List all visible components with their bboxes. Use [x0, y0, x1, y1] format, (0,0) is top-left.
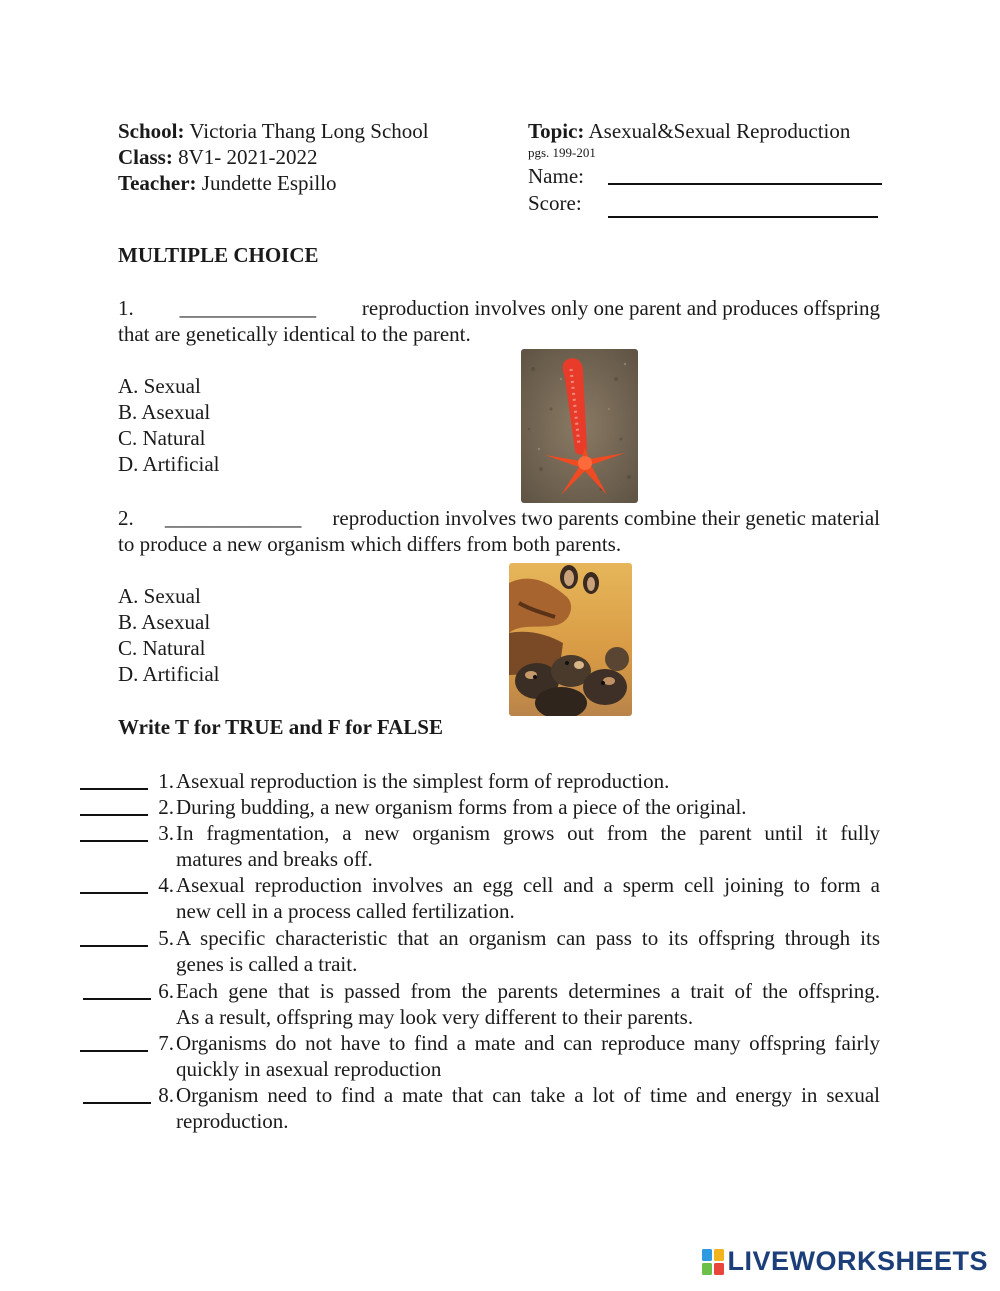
school-value: Victoria Thang Long School	[189, 119, 429, 143]
question-1-line-2: that are genetically identical to the parent.	[118, 322, 471, 346]
tf-number-4: 4.	[158, 873, 174, 897]
name-label: Name:	[528, 164, 584, 188]
tf-statement-6-line-2: As a result, offspring may look very different to their parents.	[176, 1005, 694, 1029]
wild-dogs-image	[509, 563, 632, 716]
class-value: 8V1- 2021-2022	[178, 145, 318, 169]
tf-item-2	[80, 794, 880, 820]
tf-statement-8-line-1: Organism need to find a mate that can take a lot of time and energy in sexual	[176, 1083, 880, 1107]
tf-answer-blank-1[interactable]	[80, 788, 148, 790]
tf-item-4	[80, 872, 880, 924]
tf-statement-5-line-1: A specific characteristic that an organism can pass to its offspring through its	[176, 926, 880, 950]
tf-item-6	[80, 978, 880, 1030]
class-line	[118, 144, 318, 170]
tf-number-1: 1.	[158, 769, 174, 793]
tf-statement-4-line-1: Asexual reproduction involves an egg cell and a sperm cell joining to form a	[176, 873, 880, 897]
q1-option-c[interactable]: C. Natural	[118, 426, 206, 450]
tf-answer-blank-2[interactable]	[80, 814, 148, 816]
tf-statement-3-line-1: In fragmentation, a new organism grows out from the parent until it fully	[176, 821, 880, 845]
topic-value: Asexual&Sexual Reproduction	[588, 119, 851, 143]
section-multiple-choice-heading: MULTIPLE CHOICE	[118, 243, 319, 267]
tf-statement-1-line-1: Asexual reproduction is the simplest form of reproduction.	[176, 769, 670, 793]
score-input-line[interactable]	[608, 216, 878, 218]
teacher-line	[118, 170, 337, 196]
question-1-number: 1.	[118, 296, 134, 320]
tf-statement-6	[176, 978, 880, 1030]
tf-number-3: 3.	[158, 821, 174, 845]
tf-statement-5	[176, 925, 880, 977]
section-true-false-heading: Write T for TRUE and F for FALSE	[118, 715, 443, 739]
tf-statement-2-line-1: During budding, a new organism forms from a piece of the original.	[176, 795, 747, 819]
school-label: School:	[118, 119, 185, 143]
q2-option-d[interactable]: D. Artificial	[118, 662, 220, 686]
teacher-value: Jundette Espillo	[201, 171, 337, 195]
liveworksheets-logo-icon	[702, 1249, 724, 1275]
pages-ref: pgs. 199-201	[528, 145, 596, 160]
starfish-image	[521, 349, 638, 503]
tf-item-3	[80, 820, 880, 872]
name-input-line[interactable]	[608, 183, 882, 185]
tf-statement-7-line-2: quickly in asexual reproduction	[176, 1057, 442, 1081]
tf-statement-6-line-1: Each gene that is passed from the parents determines a trait of the offspring.	[176, 979, 880, 1003]
tf-statement-8	[176, 1082, 880, 1134]
tf-number-2: 2.	[158, 795, 174, 819]
question-2-line-1	[118, 505, 880, 531]
question-1	[118, 295, 880, 347]
score-label: Score:	[528, 191, 582, 215]
tf-number-6: 6.	[158, 979, 174, 1003]
tf-item-1	[80, 768, 880, 794]
tf-answer-blank-4[interactable]	[80, 892, 148, 894]
q2-option-c[interactable]: C. Natural	[118, 636, 206, 660]
topic-line	[528, 118, 850, 144]
question-1-line-1	[118, 295, 880, 321]
school-line	[118, 118, 429, 144]
tf-statement-3	[176, 820, 880, 872]
tf-statement-7-line-1: Organisms do not have to find a mate and can reproduce many offspring fairly	[176, 1031, 880, 1055]
tf-answer-blank-7[interactable]	[80, 1050, 148, 1052]
question-2-text: reproduction involves two parents combine their genetic material	[332, 506, 880, 530]
tf-answer-blank-5[interactable]	[80, 945, 148, 947]
tf-item-8	[80, 1082, 880, 1134]
liveworksheets-logo[interactable]	[702, 1246, 988, 1277]
q1-option-d[interactable]: D. Artificial	[118, 452, 220, 476]
question-1-text: reproduction involves only one parent and produces offspring	[361, 296, 880, 320]
starfish-photo	[521, 349, 638, 503]
tf-statement-8-line-2: reproduction.	[176, 1109, 289, 1133]
q2-option-a[interactable]: A. Sexual	[118, 584, 201, 608]
question-1-blank[interactable]: _____________	[179, 296, 317, 320]
wild-dogs-photo	[509, 563, 632, 716]
q2-option-b[interactable]: B. Asexual	[118, 610, 211, 634]
tf-answer-blank-8[interactable]	[83, 1102, 151, 1104]
tf-number-5: 5.	[158, 926, 174, 950]
tf-answer-blank-3[interactable]	[80, 840, 148, 842]
q1-option-b[interactable]: B. Asexual	[118, 400, 211, 424]
topic-label: Topic:	[528, 119, 585, 143]
tf-number-8: 8.	[158, 1083, 174, 1107]
liveworksheets-logo-text: LIVEWORKSHEETS	[727, 1246, 988, 1276]
tf-statement-3-line-2: matures and breaks off.	[176, 847, 373, 871]
tf-statement-4	[176, 872, 880, 924]
tf-item-5	[80, 925, 880, 977]
question-2-number: 2.	[118, 506, 134, 530]
tf-statement-7	[176, 1030, 880, 1082]
tf-item-7	[80, 1030, 880, 1082]
tf-number-7: 7.	[158, 1031, 174, 1055]
question-2	[118, 505, 880, 557]
question-2-line-2: to produce a new organism which differs from both parents.	[118, 532, 622, 556]
tf-answer-blank-6[interactable]	[83, 998, 151, 1000]
tf-statement-5-line-2: genes is called a trait.	[176, 952, 358, 976]
question-2-blank[interactable]: _____________	[164, 506, 302, 530]
tf-statement-4-line-2: new cell in a process called fertilization.	[176, 899, 515, 923]
tf-statement-1	[176, 768, 880, 794]
teacher-label: Teacher:	[118, 171, 197, 195]
class-label: Class:	[118, 145, 173, 169]
q1-option-a[interactable]: A. Sexual	[118, 374, 201, 398]
tf-statement-2	[176, 794, 880, 820]
